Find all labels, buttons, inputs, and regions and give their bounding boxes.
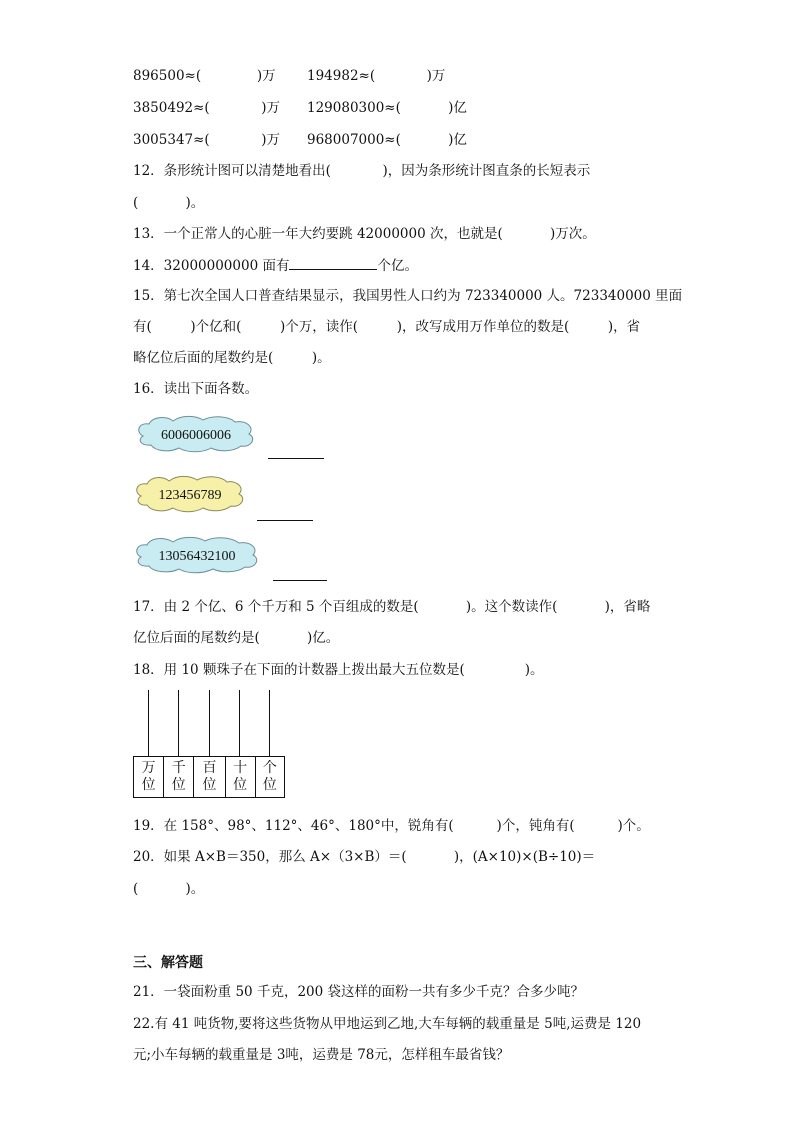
question-22-line-1: 22.有 41 吨货物,要将这些货物从甲地运到乙地,大车每辆的载重量是 5吨,运费是 120	[133, 1016, 642, 1032]
place-ten-thousands: 万 位	[134, 757, 164, 797]
answer-underline[interactable]	[289, 256, 377, 270]
place-thousands: 千 位	[164, 757, 194, 797]
question-13: 13．一个正常人的心脏一年大约要跳 42000000 次，也就是( )万次。	[133, 226, 596, 242]
place-ones: 个 位	[262, 760, 277, 793]
question-14-suffix: 个亿。	[377, 258, 418, 274]
approx-row-1-right: 194982≈( )万	[307, 68, 446, 84]
abacus-counter	[133, 690, 285, 800]
question-20-line-2: ( )。	[133, 881, 205, 897]
question-14	[133, 256, 418, 275]
place-tens: 十 位	[226, 757, 256, 797]
read-answer-line-3[interactable]	[273, 579, 327, 581]
number-cloud-3	[131, 535, 263, 575]
question-14-prefix: 14．32000000000 面有	[133, 258, 290, 274]
question-17-line-1: 17．由 2 个亿、6 个千万和 5 个百组成的数是( )。这个数读作( )，省略	[133, 599, 651, 615]
approx-row-1-left: 896500≈( )万	[133, 68, 276, 84]
place-hundreds: 百 位	[194, 757, 225, 797]
question-15-line-1: 15．第七次全国人口普查结果显示，我国男性人口约为 723340000 人。723340000 里面	[133, 288, 683, 304]
number-cloud-2	[131, 474, 249, 514]
question-12-line-2: ( )。	[133, 195, 205, 211]
question-21: 21．一袋面粉重 50 千克，200 袋这样的面粉一共有多少千克？合多少吨？	[133, 984, 584, 1000]
question-20-line-1: 20．如果 A×B＝350，那么 A×（3×B）＝( )，(A×10)×(B÷10)＝	[133, 849, 596, 865]
question-17-line-2: 亿位后面的尾数约是( )亿。	[133, 630, 340, 646]
question-12-line-1: 12．条形统计图可以清楚地看出( )，因为条形统计图直条的长短表示	[133, 163, 591, 179]
cloud-number-3: 13056432100	[158, 549, 236, 564]
question-18: 18．用 10 颗珠子在下面的计数器上拨出最大五位数是( )。	[133, 662, 544, 678]
abacus-rod	[239, 690, 240, 756]
abacus-rod	[178, 690, 179, 756]
approx-row-2-right: 129080300≈( )亿	[307, 100, 467, 116]
question-15-line-3: 略亿位后面的尾数约是( )。	[133, 350, 331, 366]
cloud-number-1: 6006006006	[161, 428, 231, 443]
read-answer-line-1[interactable]	[268, 457, 324, 459]
abacus-rod	[148, 690, 149, 756]
section-heading: 三、解答题	[133, 955, 203, 971]
approx-row-3-left: 3005347≈( )万	[133, 132, 280, 148]
cloud-number-2: 123456789	[158, 488, 222, 503]
approx-row-2-left: 3850492≈( )万	[133, 100, 280, 116]
number-cloud-1	[133, 414, 259, 454]
abacus-rod	[269, 690, 270, 756]
question-22-line-2: 元;小车每辆的载重量是 3吨，运费是 78元，怎样租车最省钱？	[133, 1047, 510, 1063]
question-15-line-2: 有( )个亿和( )个万，读作( )，改写成用万作单位的数是( )，省	[133, 319, 641, 335]
question-19: 19．在 158°、98°、112°、46°、180°中，锐角有( )个，钝角有( )个。	[133, 818, 650, 834]
abacus-rod	[209, 690, 210, 756]
question-16: 16．读出下面各数。	[133, 381, 259, 397]
abacus-base	[133, 756, 285, 798]
read-answer-line-2[interactable]	[257, 519, 313, 521]
approx-row-3-right: 968007000≈( )亿	[307, 132, 467, 148]
